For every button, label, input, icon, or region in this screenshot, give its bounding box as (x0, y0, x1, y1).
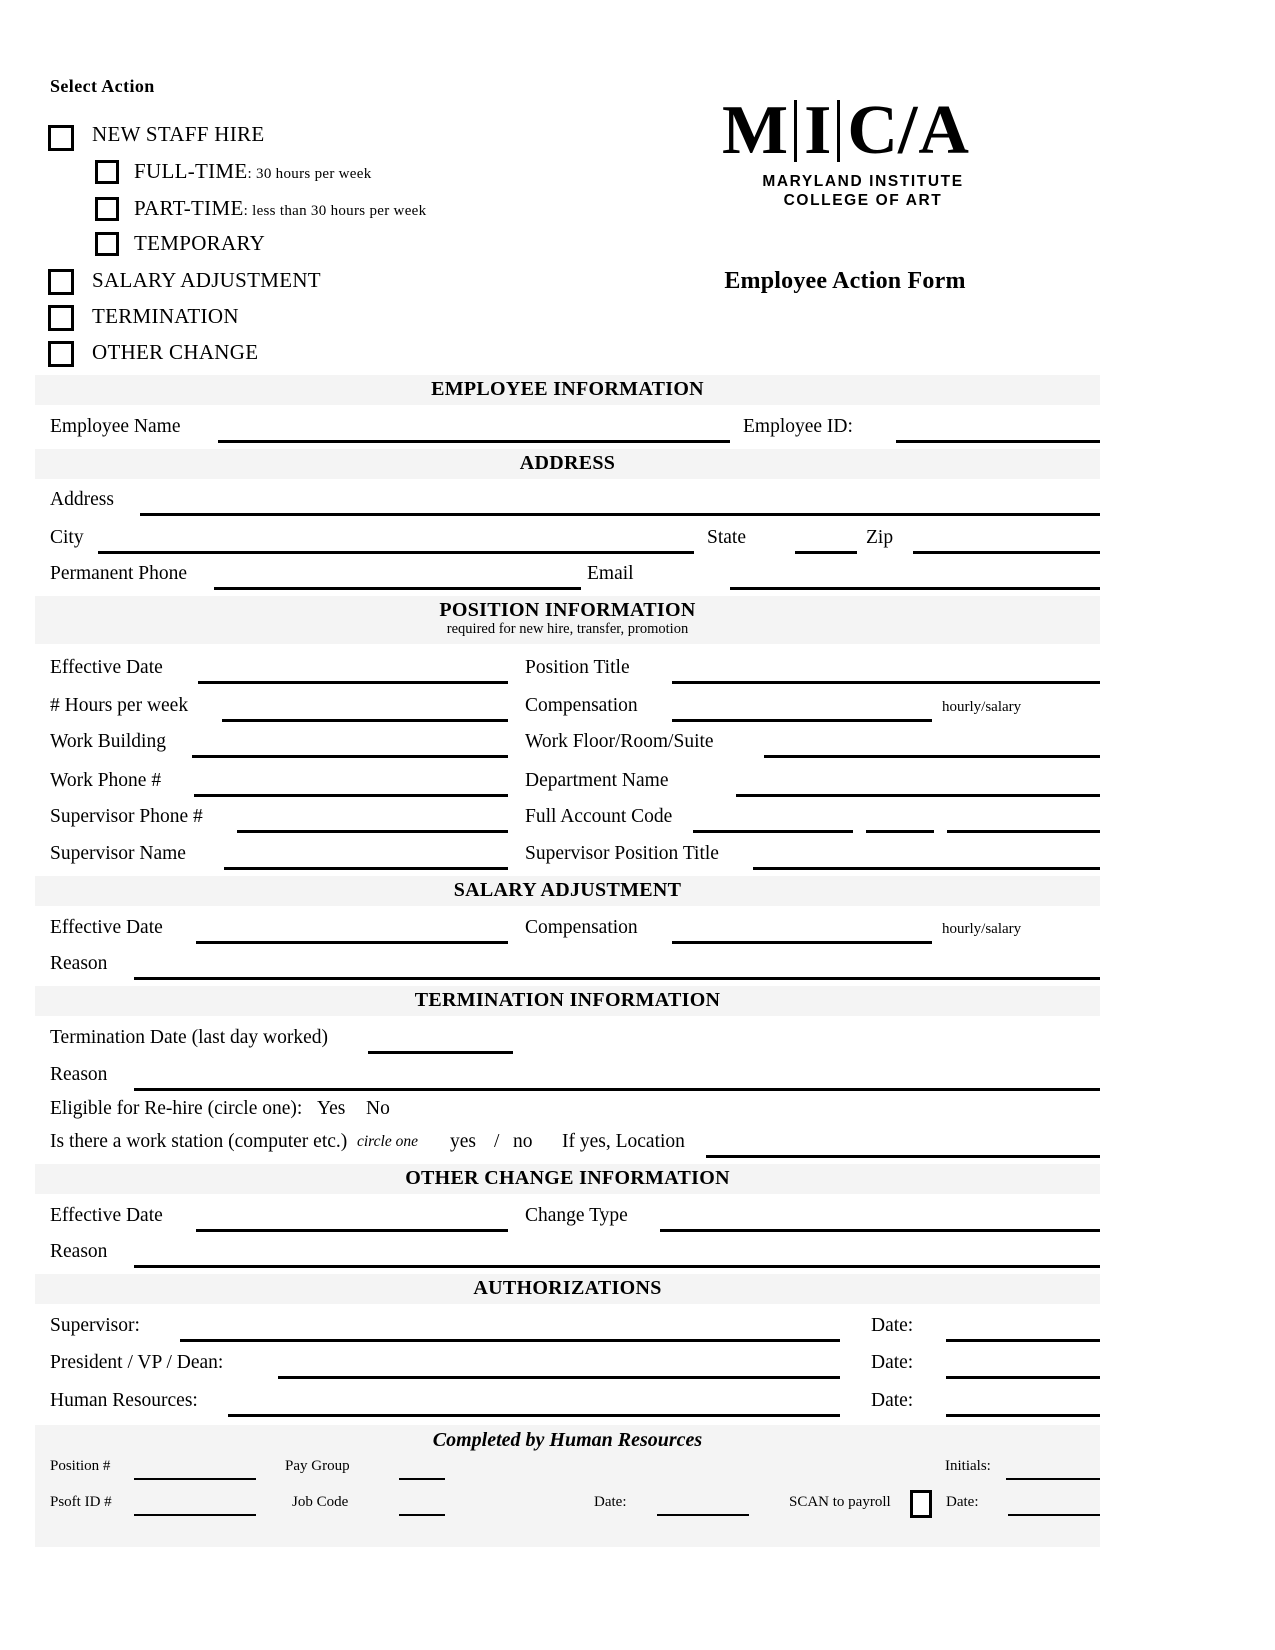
label-auth-supervisor-date: Date: (871, 1315, 914, 1336)
section-header-employee-information (35, 375, 1100, 405)
label-salary-compensation-note: hourly/salary (942, 921, 1022, 937)
label-eligible-rehire: Eligible for Re-hire (circle one): (50, 1098, 303, 1119)
input-termination-date[interactable] (368, 1051, 513, 1054)
checkbox-scan-to-payroll[interactable] (910, 1490, 932, 1518)
label-auth-president-vp-dean: President / VP / Dean: (50, 1352, 224, 1373)
label-auth-hr-date: Date: (871, 1390, 914, 1411)
label-part-time: PART-TIME (134, 196, 244, 220)
label-work-station: Is there a work station (computer etc.) (50, 1131, 348, 1152)
label-hr-date: Date: (594, 1494, 627, 1510)
logo-subtitle-line2: COLLEGE OF ART (783, 192, 943, 209)
logo-letter-a: A (918, 92, 968, 169)
label-work-station-circle-one: circle one (357, 1133, 418, 1150)
checkbox-termination[interactable] (48, 305, 74, 331)
input-termination-reason[interactable] (134, 1088, 1100, 1091)
label-department-name: Department Name (525, 770, 669, 791)
input-hours-per-week[interactable] (222, 719, 508, 722)
label-state: State (707, 527, 746, 548)
label-work-floor-room-suite: Work Floor/Room/Suite (525, 731, 714, 752)
section-title-position-information: POSITION INFORMATION (439, 599, 696, 621)
label-employee-name: Employee Name (50, 416, 181, 437)
input-hr-date[interactable] (657, 1514, 749, 1516)
label-psoft-id: Psoft ID # (50, 1494, 112, 1510)
checkbox-full-time[interactable] (95, 160, 119, 184)
input-salary-compensation[interactable] (672, 941, 932, 944)
label-auth-supervisor: Supervisor: (50, 1315, 140, 1336)
logo-letter-i: I (804, 92, 831, 169)
input-salary-reason[interactable] (134, 977, 1100, 980)
label-termination: TERMINATION (92, 304, 239, 328)
section-title-termination-information: TERMINATION INFORMATION (414, 989, 721, 1011)
label-part-time-note: : less than 30 hours per week (243, 203, 427, 219)
label-supervisor-position-title: Supervisor Position Title (525, 843, 719, 864)
label-hr-date-2: Date: (946, 1494, 979, 1510)
label-other-effective-date: Effective Date (50, 1205, 163, 1226)
section-title-hr-footer: Completed by Human Resources (432, 1429, 703, 1451)
checkbox-salary-adjustment[interactable] (48, 269, 74, 295)
label-hours-per-week: # Hours per week (50, 695, 189, 716)
input-work-station-location[interactable] (706, 1155, 1100, 1158)
label-address: Address (50, 489, 114, 510)
input-supervisor-name[interactable] (224, 867, 508, 870)
option-rehire-yes[interactable]: Yes (317, 1098, 346, 1119)
input-work-building[interactable] (192, 755, 508, 758)
mica-logo-subtitle (680, 172, 1010, 210)
section-header-position-information (35, 596, 1100, 644)
input-other-reason[interactable] (134, 1265, 1100, 1268)
label-position-effective-date: Effective Date (50, 657, 163, 678)
select-action-heading: Select Action (50, 76, 155, 96)
label-full-time: FULL-TIME (134, 159, 248, 183)
label-salary-adjustment: SALARY ADJUSTMENT (92, 268, 321, 292)
logo-letter-m: M (722, 92, 788, 169)
input-city[interactable] (98, 551, 694, 554)
label-supervisor-phone: Supervisor Phone # (50, 806, 203, 827)
label-salary-compensation: Compensation (525, 917, 638, 938)
input-pay-group[interactable] (399, 1478, 445, 1480)
label-termination-reason: Reason (50, 1064, 108, 1085)
input-state[interactable] (795, 551, 857, 554)
label-work-phone: Work Phone # (50, 770, 162, 791)
label-salary-reason: Reason (50, 953, 108, 974)
label-position-compensation-note: hourly/salary (942, 699, 1022, 715)
label-new-staff-hire: NEW STAFF HIRE (92, 122, 265, 146)
label-other-reason: Reason (50, 1241, 108, 1262)
input-salary-effective-date[interactable] (196, 941, 508, 944)
label-supervisor-name: Supervisor Name (50, 843, 186, 864)
mica-logo-mark (680, 92, 1010, 169)
label-email: Email (587, 563, 634, 584)
input-auth-hr-date[interactable] (946, 1414, 1100, 1417)
section-subtitle-position-information: required for new hire, transfer, promotion (446, 621, 689, 637)
input-employee-name[interactable] (218, 440, 730, 443)
input-position-compensation[interactable] (672, 719, 932, 722)
mica-logo (680, 92, 1010, 210)
input-employee-id[interactable] (896, 440, 1100, 443)
label-full-account-code: Full Account Code (525, 806, 673, 827)
section-title-salary-adjustment: SALARY ADJUSTMENT (453, 879, 682, 901)
label-job-code: Job Code (292, 1494, 349, 1510)
label-temporary: TEMPORARY (134, 231, 266, 255)
input-position-title[interactable] (672, 681, 1100, 684)
label-position-number: Position # (50, 1458, 111, 1474)
label-work-building: Work Building (50, 731, 166, 752)
input-zip[interactable] (913, 551, 1100, 554)
input-full-account-code-2[interactable] (866, 830, 934, 833)
section-title-employee-information: EMPLOYEE INFORMATION (431, 378, 704, 400)
section-header-authorizations (35, 1274, 1100, 1304)
input-job-code[interactable] (399, 1514, 445, 1516)
label-position-title: Position Title (525, 657, 630, 678)
label-salary-effective-date: Effective Date (50, 917, 163, 938)
label-position-compensation: Compensation (525, 695, 638, 716)
label-employee-id: Employee ID: (743, 416, 853, 437)
label-full-time-note: : 30 hours per week (247, 166, 372, 182)
label-part-time-wrap (134, 196, 426, 221)
input-auth-supervisor-signature[interactable] (180, 1339, 840, 1342)
label-auth-human-resources: Human Resources: (50, 1390, 198, 1411)
option-work-station-no[interactable]: no (513, 1131, 533, 1152)
section-header-address (35, 449, 1100, 479)
logo-subtitle-line1: MARYLAND INSTITUTE (762, 173, 964, 190)
checkbox-other-change[interactable] (48, 341, 74, 367)
logo-separator-1 (794, 100, 797, 162)
input-initials[interactable] (1006, 1478, 1100, 1480)
input-other-effective-date[interactable] (196, 1229, 508, 1232)
input-supervisor-position-title[interactable] (753, 867, 1100, 870)
label-other-change: OTHER CHANGE (92, 340, 259, 364)
label-change-type: Change Type (525, 1205, 628, 1226)
section-title-other-change-information: OTHER CHANGE INFORMATION (405, 1167, 730, 1189)
input-department-name[interactable] (736, 794, 1100, 797)
logo-slash-icon: / (897, 92, 918, 169)
input-psoft-id[interactable] (134, 1514, 256, 1516)
option-rehire-no[interactable]: No (366, 1098, 390, 1119)
label-auth-president-date: Date: (871, 1352, 914, 1373)
label-full-time-wrap (134, 159, 372, 184)
input-auth-president-vp-dean-signature[interactable] (278, 1376, 840, 1379)
label-initials: Initials: (945, 1458, 991, 1474)
option-work-station-yes[interactable]: yes (450, 1131, 476, 1152)
logo-letter-c: C (847, 92, 897, 169)
label-scan-to-payroll: SCAN to payroll (789, 1494, 891, 1510)
checkbox-new-staff-hire[interactable] (48, 125, 74, 151)
input-address[interactable] (140, 513, 1100, 516)
label-city: City (50, 527, 84, 548)
input-work-floor-room-suite[interactable] (764, 755, 1100, 758)
label-work-station-location: If yes, Location (562, 1131, 685, 1152)
checkbox-temporary[interactable] (95, 232, 119, 256)
input-work-phone[interactable] (194, 794, 508, 797)
label-pay-group: Pay Group (285, 1458, 350, 1474)
logo-separator-2 (837, 100, 840, 162)
label-permanent-phone: Permanent Phone (50, 563, 188, 584)
input-change-type[interactable] (660, 1229, 1100, 1232)
input-auth-president-date[interactable] (946, 1376, 1100, 1379)
input-supervisor-phone[interactable] (237, 830, 508, 833)
section-title-authorizations: AUTHORIZATIONS (473, 1277, 662, 1299)
input-auth-human-resources-signature[interactable] (228, 1414, 840, 1417)
input-auth-supervisor-date[interactable] (946, 1339, 1100, 1342)
input-full-account-code-3[interactable] (947, 830, 1100, 833)
label-zip: Zip (866, 527, 894, 548)
input-permanent-phone[interactable] (214, 587, 581, 590)
input-full-account-code-1[interactable] (693, 830, 853, 833)
section-header-salary-adjustment (35, 876, 1100, 906)
section-header-other-change-information (35, 1164, 1100, 1194)
input-email[interactable] (730, 587, 1100, 590)
input-position-effective-date[interactable] (198, 681, 508, 684)
label-work-station-slash: / (494, 1131, 500, 1152)
section-header-termination-information (35, 986, 1100, 1016)
input-position-number[interactable] (134, 1478, 256, 1480)
form-title: Employee Action Form (724, 268, 966, 294)
input-hr-date-2[interactable] (1008, 1514, 1100, 1516)
label-termination-date: Termination Date (last day worked) (50, 1027, 329, 1048)
checkbox-part-time[interactable] (95, 197, 119, 221)
section-title-address: ADDRESS (519, 452, 616, 474)
